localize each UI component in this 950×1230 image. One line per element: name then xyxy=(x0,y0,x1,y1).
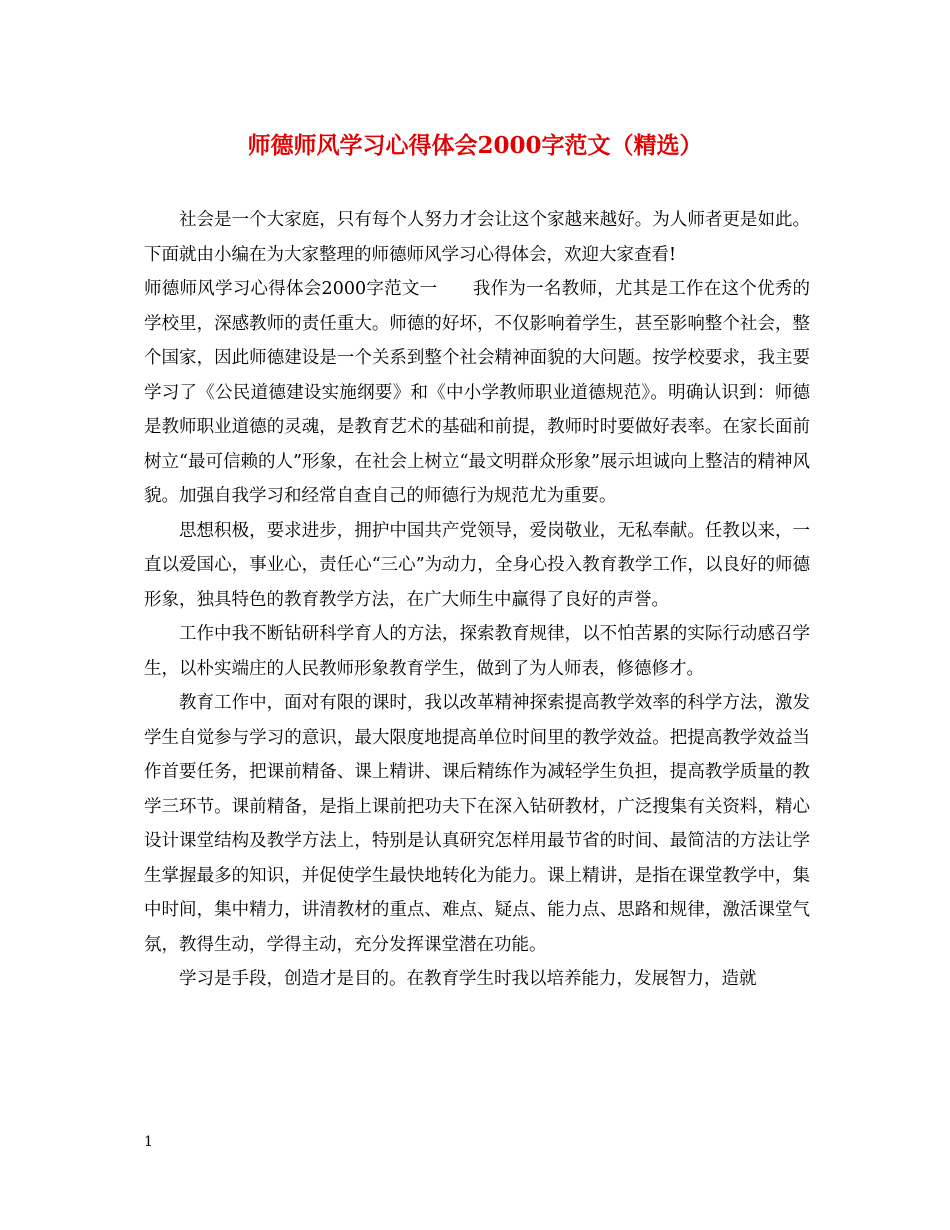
paragraph-thoughts: 思想积极，要求进步，拥护中国共产党领导，爱岗敬业，无私奉献。任教以来，一直以爱国心，事业心，责任心“三心”为动力，全身心投入教育教学工作，以良好的师德形象，独具特色的教育教学方法，在广大师生中赢得了良好的声誉。 xyxy=(144,520,810,610)
page-number: 1 xyxy=(144,1134,153,1150)
paragraph-learning: 学习是手段，创造才是目的。在教育学生时我以培养能力，发展智力，造就 xyxy=(179,969,757,989)
document-title: 师德师风学习心得体会2000字范文（精选） xyxy=(247,132,703,159)
paragraph-intro: 社会是一个大家庭，只有每个人努力才会让这个家越来越好。为人师者更是如此。下面就由小编在为大家整理的师德师风学习心得体会，欢迎大家查看! xyxy=(144,210,810,265)
paragraph-essay-one: 师德师风学习心得体会2000字范文一 我作为一名教师，尤其是工作在这个优秀的学校里，深感教师的责任重大。师德的好坏，不仅影响着学生，甚至影响整个社会，整个国家，因此师德建设是一个关系到整个社会精神面貌的大问题。按学校要求，我主要学习了《公民道德建设实施纲要》和《中小学教师职业道德规范》。明确认识到：师德是教师职业道德的灵魂，是教育艺术的基础和前提，教师时时要做好表率。在家长面前树立“最可信赖的人”形象，在社会上树立“最文明群众形象”展示坦诚向上整洁的精神风貌。加强自我学习和经常自查自己的师德行为规范尤为重要。 xyxy=(144,279,810,506)
paragraph-teaching: 教育工作中，面对有限的课时，我以改革精神探索提高教学效率的科学方法，激发学生自觉参与学习的意识，最大限度地提高单位时间里的教学效益。把提高教学效益当作首要任务，把课前精备、课上精讲、课后精练作为减轻学生负担，提高教学质量的教学三环节。课前精备，是指上课前把功夫下在深入钻研教材，广泛搜集有关资料，精心设计课堂结构及教学方法上，特别是认真研究怎样用最节省的时间、最简洁的方法让学生掌握最多的知识，并促使学生最快地转化为能力。课上精讲，是指在课堂教学中，集中时间，集中精力，讲清教材的重点、难点、疑点、能力点、思路和规律，激活课堂气氛，教得生动，学得主动，充分发挥课堂潜在功能。 xyxy=(144,693,810,955)
document-body xyxy=(144,203,810,997)
paragraph-work-methods: 工作中我不断钻研科学育人的方法，探索教育规律，以不怕苦累的实际行动感召学生，以朴实端庄的人民教师形象教育学生，做到了为人师表，修德修才。 xyxy=(144,624,810,679)
